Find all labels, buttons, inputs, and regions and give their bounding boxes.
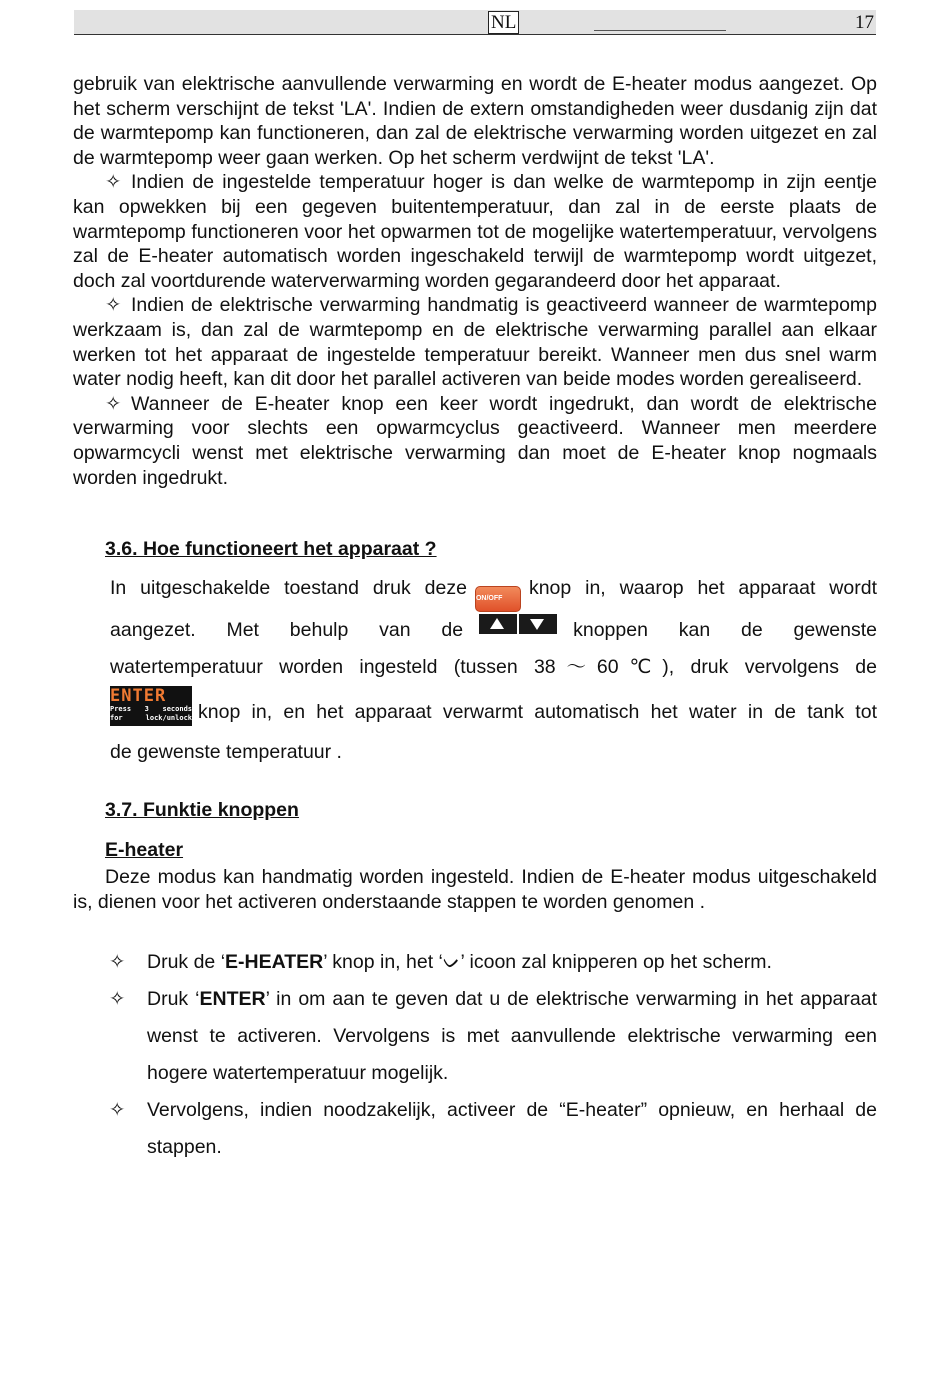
e-heater-steps — [73, 944, 877, 1166]
page-content — [73, 72, 877, 1166]
enter-button-icon: ENTER Press 3 seconds for lock/unlock — [110, 686, 192, 726]
star-icon: ✧ — [109, 988, 126, 1011]
instruction-line-5: de gewenste temperatuur . — [110, 741, 342, 764]
paragraph-1: gebruik van elektrische aanvullende verwarming en wordt de E-heater modus aangezet. Op het scherm verschijnt de tekst 'LA'. Indien de extern omstandigheden weer dusdanig zijn dat de warmtepomp kan functioneren, dan zal de elektrische verwarming worden uitgezet en zal de warmtepomp weer gaan werken. Op het scherm verdwijnt de tekst 'LA'. — [73, 73, 877, 169]
header-divider — [594, 30, 726, 31]
paragraph-3: ✧ Indien de elektrische verwarming handmatig is geactiveerd wanneer de warmtepomp werkzaam is, dan zal de warmtepomp en de elektrische verwarming parallel aan elkaar werken tot het apparaat de ingestelde temperatuur bereikt. Wanneer men dus snel warm water nodig heeft, kan dit door het parallel activeren van beide modes worden gerealiseerd. — [73, 294, 877, 391]
star-icon: ✧ — [109, 1099, 126, 1122]
onoff-button-icon: ON/OFF — [475, 586, 521, 612]
page-number: 17 — [855, 12, 874, 33]
instruction-line-2: aangezet. Met behulp van de knoppen kan de gewenste — [110, 612, 877, 649]
step-3: ✧ Vervolgens, indien noodzakelijk, activeer de “E-heater” opnieuw, en herhaal de stappen. — [73, 1092, 877, 1166]
instruction-line-1: In uitgeschakelde toestand druk deze ON/OFF knop in, waarop het apparaat wordt — [110, 570, 877, 612]
section-3-7-title: 3.7. Funktie knoppen — [105, 799, 299, 822]
e-heater-intro: Deze modus kan handmatig worden ingesteld. Indien de E-heater modus uitgeschakeld is, dienen voor het activeren onderstaande stappen te worden genomen . — [73, 866, 877, 913]
paragraph-4: ✧ Wanneer de E-heater knop een keer wordt ingedrukt, dan wordt de elektrische verwarming voor slechts een opwarmcyclus geactiveerd. Wanneer men meerdere opwarmcycli wenst met elektrische verwarming dan moet de E-heater knop nogmaals worden ingedrukt. — [73, 392, 877, 489]
instruction-line-3: watertemperatuur worden ingesteld (tussen 38～60℃), druk vervolgens de — [110, 656, 877, 679]
star-icon: ✧ — [105, 294, 122, 317]
star-icon: ✧ — [105, 171, 122, 194]
paragraph-2: ✧ Indien de ingestelde temperatuur hoger is dan welke de warmtepomp in zijn eentje kan opwekken bij een gegeven buitentemperatuur, dan zal in de eerste plaats de warmtepomp functioneren voor het opwarmen tot de mogelijke watertemperatuur, vervolgens zal de E-heater automatisch worden ingeschakeld terwijl de warmtepomp wordt uitgezet, doch zal voortdurende waterverwarming worden gegarandeerd door het apparaat. — [73, 171, 877, 292]
step-2: ✧ Druk ‘ENTER’ in om aan te geven dat u de elektrische verwarming in het apparaat wenst te activeren. Vervolgens is met aanvullende elektrische verwarming een hogere watertemperatuur mogelijk. — [73, 981, 877, 1092]
step-1: ✧ Druk de ‘E-HEATER’ knop in, het ‘ᨆ’ icoon zal knipperen op het scherm. — [73, 944, 877, 981]
e-heater-subtitle: E-heater — [105, 839, 184, 862]
section-3-6-title: 3.6. Hoe functioneert het apparaat ? — [105, 538, 437, 561]
up-down-buttons-icon — [479, 614, 557, 634]
language-label: NL — [488, 11, 519, 34]
page-header — [74, 10, 876, 35]
star-icon: ✧ — [105, 392, 122, 415]
section-3-6-instructions — [73, 570, 877, 771]
star-icon: ✧ — [109, 951, 126, 974]
instruction-line-4: ENTER Press 3 seconds for lock/unlock knop in, en het apparaat verwarmt automatisch het water in de tank tot — [110, 686, 877, 734]
